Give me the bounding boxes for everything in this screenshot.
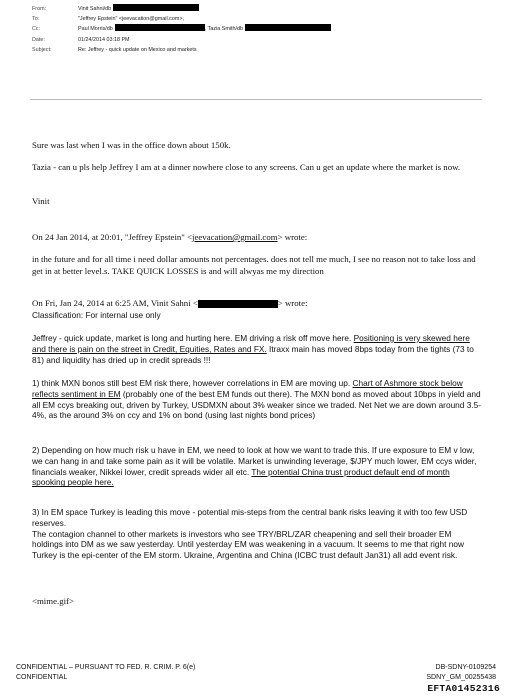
quote2-intro-text: On Fri, Jan 24, 2014 at 6:25 AM, Vinit Sahni < [32,298,198,308]
to-label: To: [32,16,40,23]
reply-signature: Vinit [32,196,50,206]
header-subject-row [32,45,492,55]
footer-confidential-1: CONFIDENTIAL – PURSUANT TO FED. R. CRIM. P. 6(e) [16,664,196,671]
from-label: From: [32,6,47,12]
header-cc-row [32,24,492,34]
underlined-text: Chart of Ashmore stock below reflects sentiment in EM [32,378,463,399]
cc-label: Cc: [32,26,41,33]
paragraph-text: The contagion channel to other markets is investors who see TRY/BRL/ZAR cheapening and sell their broader EM holdings into DM as we saw yesterday. Until yesterday EM was weakening in a vacuum. It seems to me that right now Turkey is the epi-center of the EM storm. Ukraine, Argentina and China (ICBC trust default Jan31) all add event risk. [32,528,464,561]
underlined-text: Positioning is very skewed here and there is pain on the street in Credit, Equities, Rates and FX. [32,333,470,354]
bates-number: EFTA01452316 [427,683,500,694]
footer-confidential-2: CONFIDENTIAL [16,673,68,681]
subject-label: Subject: [32,46,52,53]
paragraph-text: 1) think MXN bonos still best EM risk there, however correlations in EM are moving up. [32,378,353,388]
redaction-bar [115,24,205,31]
reply-line-1: Sure was last when I was in the office down about 150k. [32,140,231,150]
quote2-paragraph-1 [32,333,484,365]
redaction-bar [245,24,331,31]
redaction-bar [113,4,199,11]
paragraph-text: 3) In EM space Turkey is leading this move - potential mis-steps from the central bank risks leaving it with too few USD reserves. [32,507,468,528]
date-label: Date: [32,36,45,43]
subject-value: Re: Jeffrey - quick update on Mexico and markets [78,46,197,53]
from-value: Vinit Sahni/db [78,6,112,12]
quote1-intro [32,232,482,244]
quote2-intro [32,298,482,310]
quote2-paragraph-2 [32,378,484,421]
attachment-placeholder: <mime.gif> [32,596,74,606]
quote2-intro-end: > wrote: [277,298,308,308]
quote2-paragraph-3 [32,445,484,488]
underlined-text: The potential China trust product default end of month spooking people here. [32,466,450,488]
email-header [32,4,492,55]
to-value: "Jeffrey Epstein" <jeevacation@gmail.com>, [78,16,184,23]
paragraph-text: Itraxx main has moved 8bps today from the tights (73 to 81) and liquidity has dried up in credit spreads !!! [32,343,474,365]
email-link[interactable]: jeevacation@gmail.com [192,232,278,242]
header-date-row [32,35,492,45]
quote2-paragraph-4 [32,507,484,561]
quote1-body: in the future and for all time i need dollar amounts not percentages. does not tell me much, I see no reason not to take loss and get in at better level.s. TAKE QUICK LOSSES is and will alwyas me my direction [32,254,476,276]
header-to-row [32,14,492,24]
header-divider [30,99,482,100]
footer-docid-2: SDNY_GM_00255438 [426,673,496,681]
header-from-row [32,4,492,14]
cc-value: Paul Morris/db [78,26,113,33]
classification-line: Classification: For internal use only [32,310,161,320]
date-value: 01/24/2014 03:18 PM [78,36,130,43]
redaction-bar [198,300,278,308]
quote1-intro-text: On 24 Jan 2014, at 20:01, "Jeffrey Epstein" < [32,232,193,242]
reply-line-2: Tazia - can u pls help Jeffrey I am at a dinner nowhere close to any screens. Can u get an update where the market is now. [32,162,461,172]
paragraph-text: Jeffrey - quick update, market is long and hurting here. EM driving a risk off move here. [32,333,354,343]
footer-left [16,663,195,682]
cc-value-2: , Tazia Smith/db [204,26,244,33]
paragraph-text: (probably one of the best EM funds out there). The MXN bond as moved about 10bps in yield and all EM ccys breaking out, driven by Turkey, USDMXN about 3% weaker since we traded. Net Net we are down around 3.5-4%, as the around 3% on ccy and 1% on bond (using last nights bond prices) [32,388,482,421]
paragraph-text: 2) Depending on how much risk u have in EM, we need to look at how we want to trade this. If ure exposure to EM v low, we can hang in and take some pain as it will be volatile. Market is unwinding leverage, $/JPY much lower, EM ccys wider, financials weaker, Nikkei lower, credit spreads wider all etc. [32,445,477,477]
footer-docid-1: DB-SDNY-0109254 [435,664,496,671]
footer-right [426,663,496,682]
quote1-intro-end: > wrote: [277,232,308,242]
